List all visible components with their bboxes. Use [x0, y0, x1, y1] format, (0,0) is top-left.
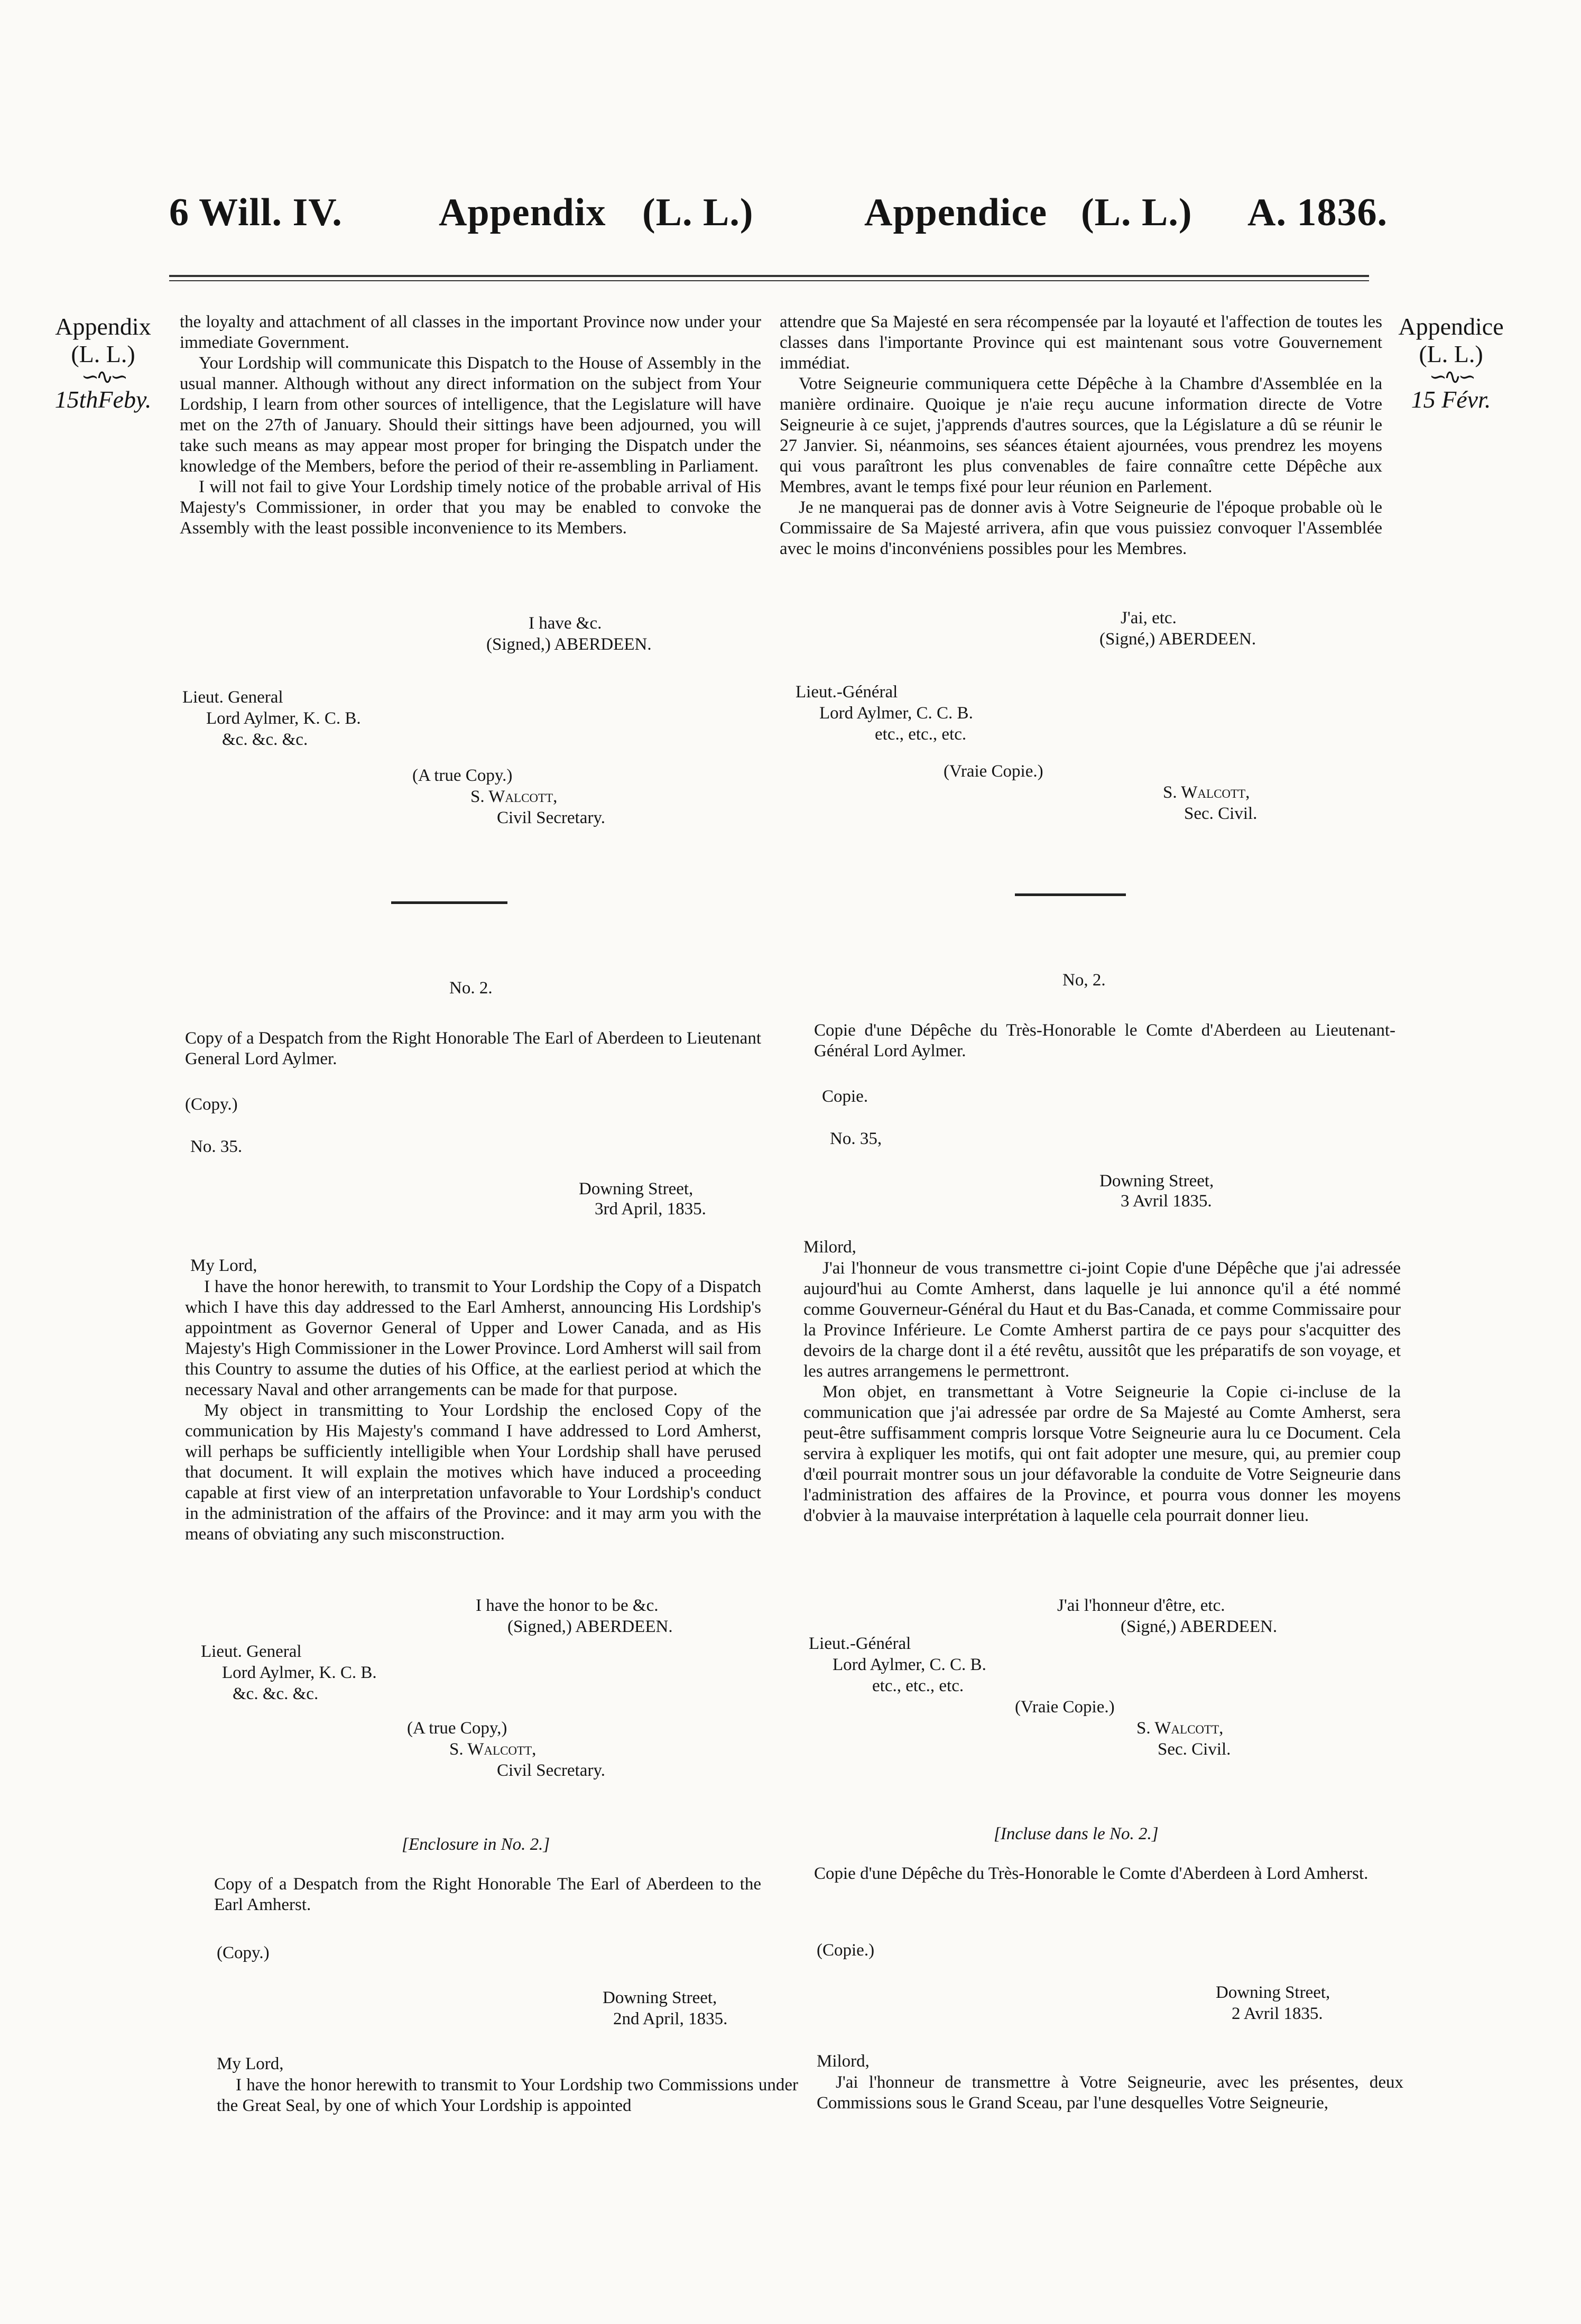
- en-paragraph-3: I will not fail to give Your Lordship timely notice of the probable arrival of His Majesty's Commissioner, in order that you may be enabled to convoke the Assembly with the least possible inconvenience to its Members.: [180, 477, 761, 538]
- fr-truecopy-1-line-2: Sec. Civil.: [1184, 804, 1258, 823]
- en-address-1-line-3: &c. &c. &c.: [222, 730, 308, 749]
- en-copy-label: (Copy.): [185, 1095, 238, 1114]
- margin-left-ll: (L. L.): [71, 340, 135, 367]
- en-paragraph-5: My object in transmitting to Your Lordship the enclosed Copy of the communication by His Majesty's command I have addressed to Lord Amherst, will perhaps be sufficiently intelligible when Your Lordship shall have perused that document. It will explain the motives which have induced a proceeding capable at first view of an interpretation unfavorable to Your Lordship's conduct in the administration of the affairs of the Province: and it may arm you with the means of obviating any such misconstruction.: [185, 1401, 761, 1544]
- fr-paragraph-6: J'ai l'honneur de transmettre à Votre Seigneurie, avec les présentes, deux Commissions sous le Grand Sceau, par l'une desquelles Votre Seigneurie,: [817, 2073, 1403, 2113]
- en-paragraph-4: I have the honor herewith, to transmit to Your Lordship the Copy of a Dispatch which I have this day addressed to the Earl Amherst, announcing His Lordship's appointment as Governor General of Upper and Lower Canada, and as His Majesty's High Commissioner in the Lower Province. Lord Amherst will sail from this Country to assume the duties of his Office, at the earliest period at which the necessary Naval and other arrangements can be made for that purpose.: [185, 1277, 761, 1399]
- header-regnal: 6 Will. IV.: [169, 191, 343, 234]
- en-despatch-number: No. 35.: [190, 1137, 243, 1156]
- ornament-swash-right: ∽∿∽: [1429, 365, 1473, 389]
- en-signature-1: (Signed,) ABERDEEN.: [486, 635, 652, 654]
- fr-signature-2: (Signé,) ABERDEEN.: [1121, 1617, 1278, 1636]
- margin-note-left: [42, 313, 164, 413]
- en-salutation: My Lord,: [190, 1256, 257, 1275]
- fr-address-2-line-3: etc., etc., etc.: [872, 1676, 964, 1695]
- en-section-1: [180, 312, 761, 539]
- fr-section-1: [780, 312, 1382, 559]
- fr-section-divider: [1015, 893, 1126, 896]
- margin-right-appendice: Appendice: [1398, 313, 1504, 340]
- en-address-2-line-2: Lord Aylmer, K. C. B.: [222, 1663, 377, 1682]
- en-enclosure-title-block: [214, 1874, 761, 1915]
- fr-signature-1: (Signé,) ABERDEEN.: [1099, 630, 1256, 649]
- fr-enclosure-place: Downing Street,: [1216, 1983, 1330, 2002]
- fr-salutation: Milord,: [803, 1238, 856, 1257]
- en-address-1-line-1: Lieut. General: [182, 688, 283, 707]
- fr-section-3: [817, 2072, 1403, 2114]
- en-paragraph-6: I have the honor herewith to transmit to Your Lordship two Commissions under the Great Seal, by one of which Your Lordship is appointed: [217, 2076, 798, 2115]
- fr-paragraph-3: Je ne manquerai pas de donner avis à Votre Seigneurie de l'époque probable où le Commissaire de Sa Majesté arrivera, afin que vous puissiez convoquer l'Assemblée avec le moins d'inconvéniens possibles pour les Membres.: [780, 498, 1382, 558]
- fr-address-2-line-1: Lieut.-Général: [809, 1634, 911, 1653]
- fr-despatch-number: No. 35,: [830, 1129, 882, 1148]
- header-year: A. 1836.: [1247, 191, 1388, 234]
- en-enclosure-place: Downing Street,: [603, 1988, 717, 2007]
- margin-right-date: 15 Févr.: [1411, 386, 1491, 413]
- fr-closing-2: J'ai l'honneur d'être, etc.: [1057, 1596, 1225, 1615]
- en-address-2-line-3: &c. &c. &c.: [233, 1684, 319, 1703]
- fr-enclosure-title-block: [814, 1864, 1395, 1884]
- en-enclosure-copy-label: (Copy.): [217, 1943, 270, 1962]
- fr-document-number: No, 2.: [1062, 971, 1106, 990]
- header-ll-fr: (L. L.): [1081, 191, 1192, 234]
- en-paragraph-2: Your Lordship will communicate this Dispatch to the House of Assembly in the usual manner. Although without any direct information on the subject from Your Lordship, I learn from other sources of intelligence, that the Legislature will have met on the 27th of January. Should their sittings have been adjourned, you will take such means as may appear most proper for bringing the Dispatch under the knowledge of the Members, before the period of their re-assembling in Parliament.: [180, 354, 761, 476]
- en-place: Downing Street,: [579, 1179, 694, 1198]
- header-appendix-en: Appendix: [439, 191, 606, 234]
- en-truecopy-2-line-3: Civil Secretary.: [497, 1761, 605, 1780]
- fr-section-2: [803, 1258, 1401, 1526]
- fr-despatch-title-block: [814, 1020, 1395, 1062]
- fr-address-1-line-1: Lieut.-Général: [796, 683, 898, 702]
- fr-paragraph-1: attendre que Sa Majesté en sera récompensée par la loyauté et l'affection de toutes les classes dans l'importante Province qui est maintenant sous votre Gouvernement immédiat.: [780, 312, 1382, 373]
- fr-enclosure-salutation: Milord,: [817, 2052, 870, 2071]
- fr-paragraph-5: Mon objet, en transmettant à Votre Seigneurie la Copie ci-incluse de la communication que j'ai adressée par ordre de Sa Majesté au Comte Amherst, sera peut-être suffisamment compris lorsque Votre Seigneurie aura lu ce Document. Cela servira à expliquer les motifs, qui ont fait adopter une mesure, qui, au premier coup d'œil pourrait montrer sous un jour défavorable la conduite de Votre Seigneurie dans l'administration des affaires de la Province, et pourra vous donner les moyens d'obvier à la mauvaise interprétation à laquelle cela pourrait donner lieu.: [803, 1382, 1401, 1525]
- en-truecopy-1-line-2: S. Walcott,: [470, 787, 558, 806]
- en-enclosure-salutation: My Lord,: [217, 2054, 284, 2073]
- fr-address-2-line-2: Lord Aylmer, C. C. B.: [833, 1655, 986, 1674]
- en-section-divider: [391, 901, 507, 904]
- margin-left-date: 15thFeby.: [54, 386, 152, 413]
- en-enclosure-heading: [Enclosure in No. 2.]: [402, 1835, 550, 1854]
- fr-address-1-line-2: Lord Aylmer, C. C. B.: [819, 704, 973, 723]
- fr-place: Downing Street,: [1099, 1172, 1214, 1191]
- fr-date: 3 Avril 1835.: [1121, 1192, 1212, 1211]
- fr-truecopy-2-line-1: (Vraie Copie.): [1015, 1698, 1115, 1717]
- en-enclosure-title: Copy of a Despatch from the Right Honorable The Earl of Aberdeen to the Earl Amherst.: [214, 1875, 761, 1914]
- fr-enclosure-heading: [Incluse dans le No. 2.]: [994, 1824, 1159, 1843]
- header-ll-en: (L. L.): [642, 191, 754, 234]
- fr-address-1-line-3: etc., etc., etc.: [875, 725, 967, 744]
- margin-note-right: [1385, 313, 1517, 413]
- header-rule-top: [169, 275, 1369, 277]
- header-appendice-fr: Appendice: [864, 191, 1048, 234]
- fr-paragraph-2: Votre Seigneurie communiquera cette Dépêche à la Chambre d'Assemblée en la manière ordinaire. Quoique je n'aie reçu aucune information directe de Votre Seigneurie à ce sujet, j'apprends d'autres sources, que la Législature a dû se réunir le 27 Janvier. Si, néanmoins, ses séances étaient ajournées, vous prendrez les moyens qui vous paraîtront les plus convenables de faire connaître cette Dépêche aux Membres, avant le temps fixé pour leur réunion en Parlement.: [780, 374, 1382, 496]
- fr-paragraph-4: J'ai l'honneur de vous transmettre ci-joint Copie d'une Dépêche que j'ai adressée aujourd'hui au Comte Amherst, dans laquelle je lui annonce qu'il a été nommé comme Gouverneur-Général du Haut et du Bas-Canada, et comme Commissaire pour la Province Inférieure. Le Comte Amherst partira de ce pays pour s'acquitter des devoirs de la charge dont il a été revêtu, aussitôt que les préparatifs de son voyage, et les autres arrangemens le permettront.: [803, 1259, 1401, 1381]
- ornament-swash-left: ∽∿∽: [81, 365, 125, 389]
- fr-enclosure-title: Copie d'une Dépêche du Très-Honorable le Comte d'Aberdeen à Lord Amherst.: [814, 1864, 1369, 1883]
- fr-truecopy-1-label: (Vraie Copie.): [944, 762, 1043, 781]
- en-paragraph-1: the loyalty and attachment of all classes in the important Province now under your immediate Government.: [180, 312, 761, 352]
- fr-closing-1: J'ai, etc.: [1121, 608, 1177, 628]
- fr-truecopy-1-line-1: S. Walcott,: [1163, 783, 1250, 802]
- en-truecopy-2-line-1: (A true Copy,): [407, 1719, 507, 1738]
- en-signature-2: (Signed,) ABERDEEN.: [507, 1617, 673, 1636]
- en-closing-2: I have the honor to be &c.: [476, 1596, 659, 1615]
- margin-left-appendix: Appendix: [55, 313, 151, 340]
- en-despatch-title-block: [185, 1028, 761, 1069]
- en-section-3: [217, 2075, 798, 2116]
- fr-enclosure-copy-label: (Copie.): [817, 1941, 875, 1960]
- en-enclosure-date: 2nd April, 1835.: [613, 2009, 728, 2028]
- fr-truecopy-2-line-3: Sec. Civil.: [1158, 1740, 1231, 1759]
- en-address-2-line-1: Lieut. General: [201, 1642, 302, 1661]
- fr-despatch-title: Copie d'une Dépêche du Très-Honorable le Comte d'Aberdeen au Lieutenant-Général Lord Aylmer.: [814, 1021, 1395, 1060]
- margin-right-ll: (L. L.): [1419, 340, 1483, 367]
- en-date: 3rd April, 1835.: [595, 1200, 706, 1219]
- en-address-1-line-2: Lord Aylmer, K. C. B.: [206, 709, 361, 728]
- en-truecopy-2-line-2: S. Walcott,: [449, 1740, 537, 1759]
- en-truecopy-1-line-3: Civil Secretary.: [497, 808, 605, 827]
- en-truecopy-1-line-1: (A true Copy.): [412, 766, 513, 785]
- fr-truecopy-2-line-2: S. Walcott,: [1136, 1719, 1224, 1738]
- header-rule-bottom: [169, 280, 1369, 281]
- en-document-number: No. 2.: [449, 979, 493, 998]
- en-closing-1: I have &c.: [529, 614, 602, 633]
- fr-copy-label: Copie.: [822, 1087, 868, 1106]
- fr-enclosure-date: 2 Avril 1835.: [1232, 2004, 1323, 2023]
- en-section-2: [185, 1277, 761, 1545]
- en-despatch-title: Copy of a Despatch from the Right Honorable The Earl of Aberdeen to Lieutenant General Lord Aylmer.: [185, 1029, 761, 1068]
